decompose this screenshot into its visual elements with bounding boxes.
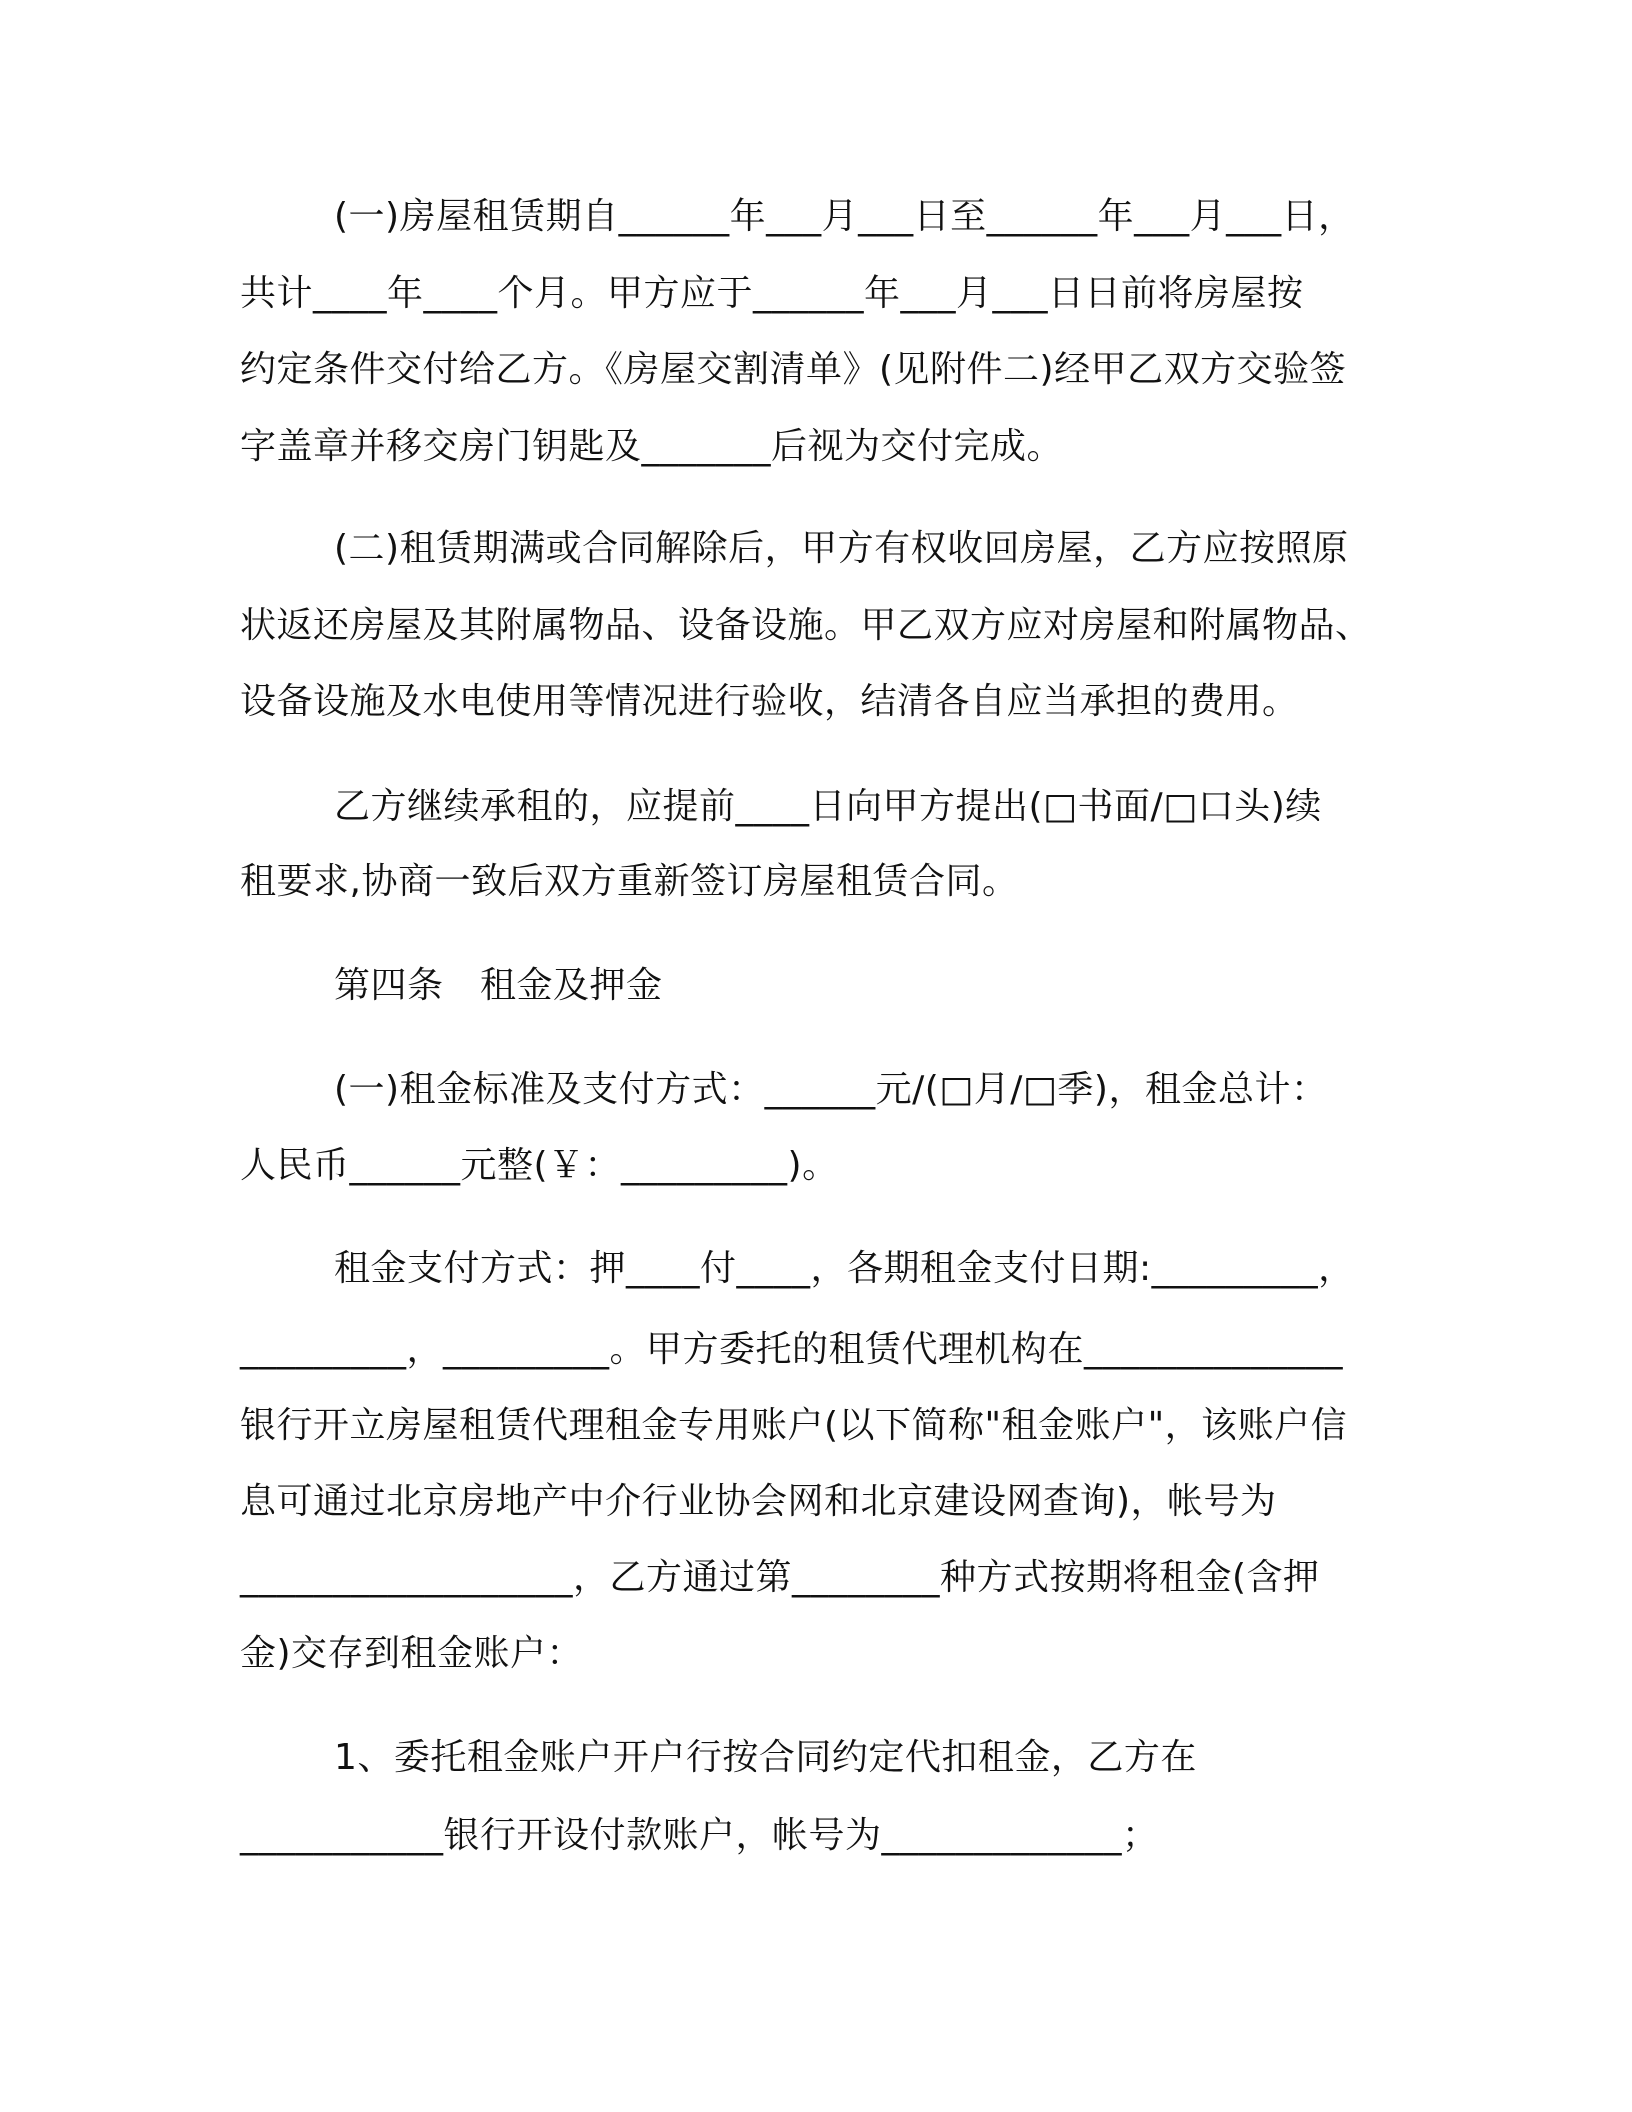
- paragraph-line: 1、委托租金账户开户行按合同约定代扣租金，乙方在: [334, 1737, 1197, 1778]
- paragraph-line: 息可通过北京房地产中介行业协会网和北京建设网查询)，帐号为: [240, 1481, 1277, 1522]
- paragraph-line: _________，_________。甲方委托的租赁代理机构在______________: [240, 1329, 1344, 1370]
- paragraph-line: 租要求,协商一致后双方重新签订房屋租赁合同。: [240, 861, 1019, 902]
- paragraph-line: 字盖章并移交房门钥匙及_______后视为交付完成。: [240, 426, 1064, 467]
- paragraph-line: 设备设施及水电使用等情况进行验收，结清各自应当承担的费用。: [240, 681, 1299, 722]
- paragraph-line: 银行开立房屋租赁代理租金专用账户(以下简称"租金账户"，该账户信: [240, 1405, 1348, 1446]
- paragraph-line: (二)租赁期满或合同解除后，甲方有权收回房屋，乙方应按照原: [334, 528, 1349, 569]
- paragraph-line: 状返还房屋及其附属物品、设备设施。甲乙双方应对房屋和附属物品、: [240, 605, 1372, 646]
- paragraph-line: 乙方继续承租的，应提前____日向甲方提出(□书面/□口头)续: [334, 786, 1322, 827]
- paragraph-line: (一)房屋租赁期自______年___月___日至______年___月___日，: [334, 196, 1355, 237]
- paragraph-line: 共计____年____个月。甲方应于______年___月___日日前将房屋按: [240, 273, 1304, 314]
- paragraph-line: 约定条件交付给乙方。《房屋交割清单》(见附件二)经甲乙双方交验签: [240, 349, 1347, 390]
- paragraph-line: 金)交存到租金账户：: [240, 1633, 584, 1674]
- paragraph-line: __________________，乙方通过第________种方式按期将租金(含押: [240, 1557, 1320, 1598]
- paragraph-line: 租金支付方式：押____付____，各期租金支付日期:_________，: [334, 1248, 1355, 1289]
- paragraph-line: (一)租金标准及支付方式：______元/(□月/□季)，租金总计：: [334, 1069, 1328, 1110]
- paragraph-line: ___________银行开设付款账户，帐号为_____________；: [240, 1815, 1159, 1856]
- paragraph-line: 人民币______元整(￥：_________)。: [240, 1145, 839, 1186]
- section-heading: 第四条 租金及押金: [334, 965, 663, 1006]
